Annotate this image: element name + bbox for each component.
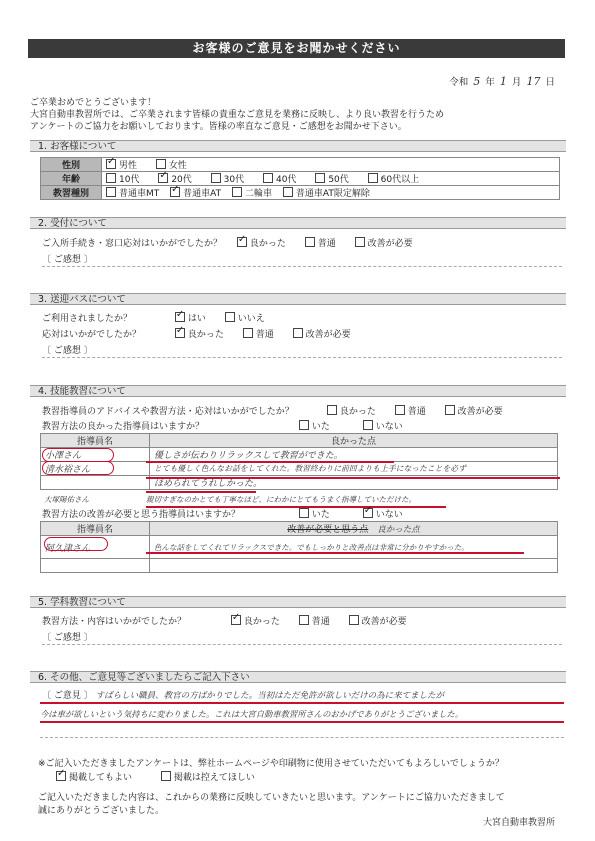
intro-text <box>30 97 570 133</box>
bus-use-row <box>42 311 281 324</box>
checkbox-male[interactable] <box>106 159 116 169</box>
option-label: 普通 <box>255 330 274 340</box>
checkbox-class-good[interactable] <box>231 615 241 625</box>
option-label: 10代 <box>119 175 140 185</box>
checkbox-motorcycle[interactable] <box>232 187 242 197</box>
checkbox-bus-no[interactable] <box>225 312 235 322</box>
option-label: はい <box>187 314 206 324</box>
gender-options <box>102 158 560 172</box>
checkbox-female[interactable] <box>156 159 166 169</box>
date-era: 令和 <box>449 77 469 88</box>
date-line <box>449 74 555 88</box>
publish-options <box>56 770 271 783</box>
option-label: 普通車AT <box>183 189 222 199</box>
option-label: 掲載してもよい <box>69 773 133 783</box>
checkbox-publish-ok[interactable] <box>56 771 66 781</box>
checkbox-age-30s[interactable] <box>211 173 221 183</box>
option-label: 普通車AT限定解除 <box>295 189 370 199</box>
improve-instructor-question: 教習方法の改善が必要と思う指導員はいますか？ <box>42 510 241 520</box>
classroom-question-row <box>42 614 423 627</box>
section4-heading: 4. 技能教習について <box>30 385 566 397</box>
checkbox-bus-good[interactable] <box>175 328 185 338</box>
date-day[interactable]: 17 <box>526 75 541 88</box>
checkbox-age-40s[interactable] <box>263 173 273 183</box>
option-label: 普通 <box>407 407 426 417</box>
reception-question-row <box>42 236 429 249</box>
opinion-block[interactable] <box>42 688 566 701</box>
option-label: 掲載は控えてほしい <box>173 773 255 783</box>
checkbox-class-improve[interactable] <box>349 615 359 625</box>
good-instructor-question: 教習方法の良かった指導員はいますか？ <box>42 422 205 432</box>
option-label: 40代 <box>275 175 297 185</box>
col-good-point: 良かった点 <box>150 434 558 448</box>
option-label: 二輪車 <box>244 189 272 199</box>
checkbox-age-50s[interactable] <box>315 173 325 183</box>
checkbox-mt[interactable] <box>106 187 116 197</box>
checkbox-reception-good[interactable] <box>237 237 247 247</box>
option-label: 普通 <box>311 617 330 627</box>
instructor-name[interactable] <box>41 476 150 490</box>
age-label: 年齢 <box>41 172 102 186</box>
checkbox-bus-yes[interactable] <box>175 312 185 322</box>
publish-question: ※ご記入いただきましたアンケートは、弊社ホームページや印刷物に使用させていただいてもよろしいでしょうか？ <box>38 759 504 769</box>
option-label: いた <box>311 422 330 432</box>
checkbox-skill-improve[interactable] <box>445 405 455 415</box>
option-label: いない <box>375 422 403 432</box>
course-options <box>102 186 560 200</box>
blank-line <box>40 736 564 738</box>
option-label: いない <box>375 510 403 520</box>
checkbox-age-20s[interactable] <box>158 173 168 183</box>
checkbox-improve-inst-no[interactable] <box>363 508 373 518</box>
checkbox-at-limit-release[interactable] <box>283 187 293 197</box>
option-label: 50代 <box>328 175 349 185</box>
option-label: 良かった <box>249 239 286 249</box>
option-label: 20代 <box>171 175 192 185</box>
red-circle-mark <box>44 537 108 551</box>
section3-heading: 3. 送迎バスについて <box>30 293 566 305</box>
option-label: 改善が必要 <box>361 617 407 627</box>
option-label: 女性 <box>168 161 187 171</box>
instructor-name[interactable]: 小澤さん <box>41 448 150 462</box>
course-label: 教習種別 <box>41 186 102 200</box>
reception-comment[interactable] <box>42 252 562 267</box>
checkbox-reception-improve[interactable] <box>355 237 365 247</box>
option-label: いいえ <box>237 314 265 324</box>
date-day-unit: 日 <box>545 77 555 88</box>
improve-point-header: 改善が必要と思う点 <box>287 525 369 535</box>
checkbox-reception-normal[interactable] <box>305 237 315 247</box>
extra-instructor-name[interactable]: 大塚陽佑さん <box>44 495 89 504</box>
date-year-unit: 年 <box>485 77 495 88</box>
company-name: 大宮自動車教習所 <box>482 818 555 828</box>
section1-heading: 1. お客様について <box>30 140 566 152</box>
date-month[interactable]: 1 <box>499 75 507 88</box>
checkbox-bus-normal[interactable] <box>243 328 253 338</box>
bus-use-question: ご利用されましたか？ <box>42 314 133 324</box>
skill-advice-row <box>42 404 519 417</box>
col-improve-point <box>150 522 558 536</box>
option-label: 良かった <box>243 617 280 627</box>
checkbox-at[interactable] <box>170 187 180 197</box>
improve-instructor-row <box>42 507 419 520</box>
red-underline <box>40 721 564 723</box>
improve-instructor-table <box>40 521 558 573</box>
checkbox-bus-improve[interactable] <box>293 328 303 338</box>
red-circle-mark <box>42 448 114 462</box>
option-label: 良かった <box>187 330 224 340</box>
red-circle-mark <box>42 461 114 475</box>
bus-service-row <box>42 327 367 340</box>
date-year[interactable]: 5 <box>473 75 481 88</box>
header-correction: 良かった点 <box>377 525 420 535</box>
opinion-label: 〔 ご意見 〕 <box>42 691 93 701</box>
good-instructor-row <box>42 419 419 432</box>
section5-heading: 5. 学科教習について <box>30 596 566 608</box>
option-label: 改善が必要 <box>305 330 351 340</box>
gender-label: 性別 <box>41 158 102 172</box>
checkbox-good-inst-yes[interactable] <box>299 420 309 430</box>
opinion-line[interactable]: すばらしい職員、教官の方ばかりでした。当初はただ免許が欲しいだけの為に来てましたが <box>95 691 445 701</box>
red-underline <box>146 552 524 554</box>
checkbox-class-normal[interactable] <box>299 615 309 625</box>
checkbox-skill-good[interactable] <box>327 405 337 415</box>
instructor-name[interactable]: 阿久津さん <box>41 536 150 559</box>
red-underline <box>40 702 564 704</box>
customer-info-table <box>40 157 560 200</box>
red-underline <box>146 491 256 493</box>
bus-comment[interactable] <box>42 343 562 358</box>
option-label: 30代 <box>223 175 245 185</box>
option-label: 男性 <box>119 161 138 171</box>
option-label: 普通車MT <box>119 189 160 199</box>
red-underline <box>146 477 560 479</box>
opinion-line[interactable]: 今は車が欲しいという気持ちに変わりました。これは大宮自動車教習所さんのおかげでありがとうございました。 <box>40 709 464 719</box>
option-label: 60代以上 <box>380 175 420 185</box>
option-label: 良かった <box>339 407 376 417</box>
good-point[interactable]: とても優しく色んなお話をしてくれた。教習終わりに前回よりも上手になったことを必ず <box>150 462 558 476</box>
checkbox-good-inst-no[interactable] <box>363 420 373 430</box>
classroom-question: 教習方法・内容はいかがでしたか？ <box>42 617 187 627</box>
skill-advice-question: 教習指導員のアドバイスや教習方法・応対はいかがでしたか？ <box>42 407 294 417</box>
red-underline <box>146 461 394 463</box>
checkbox-improve-inst-yes[interactable] <box>299 508 309 518</box>
date-month-unit: 月 <box>511 77 522 88</box>
intro-line: 大宮自動車教習所では、ご卒業されます皆様の貴重なご意見を業務に反映し、より良い教習を行うため <box>30 110 445 120</box>
good-point[interactable]: 優しさが伝わりリラックスして教習ができた。 <box>150 448 558 462</box>
reception-question: ご入所手続き・窓口応対はいかがでしたか？ <box>42 239 223 249</box>
option-label: いた <box>311 510 330 520</box>
section2-heading: 2. 受付について <box>30 217 566 229</box>
good-point[interactable]: ほめられてうれしかった。 <box>150 476 558 490</box>
col-instructor-name: 指導員名 <box>41 434 150 448</box>
option-label: 普通 <box>317 239 336 249</box>
checkbox-publish-no[interactable] <box>161 771 171 781</box>
comment-label: 〔 ご感想 〕 <box>42 346 93 356</box>
improve-point[interactable]: 色んな話をしてくれてリラックスできた。でもしっかりと改善点は非常に分かりやすかった。 <box>150 536 558 559</box>
extra-instructor-comment[interactable]: 親切すぎなのかとても丁寧なほど、にわかにとてもうまく指導していただけた。 <box>146 495 416 504</box>
thanks-line: ご記入いただきました内容は、これからの業務に反映していきたいと思います。アンケートにご協力いただきまして <box>38 793 505 803</box>
option-label: 改善が必要 <box>367 239 413 249</box>
checkbox-skill-normal[interactable] <box>395 405 405 415</box>
instructor-name[interactable]: 清水裕さん <box>41 462 150 476</box>
intro-line: ご卒業おめでとうございます！ <box>30 98 157 108</box>
classroom-comment[interactable] <box>42 630 562 645</box>
survey-title: お客様のご意見をお聞かせください <box>28 39 565 58</box>
comment-label: 〔 ご感想 〕 <box>42 255 93 265</box>
col-instructor-name: 指導員名 <box>41 522 150 536</box>
checkbox-age-60plus[interactable] <box>368 173 378 183</box>
option-label: 改善が必要 <box>457 407 503 417</box>
comment-label: 〔 ご感想 〕 <box>42 633 93 643</box>
thanks-line: 誠にありがとうございました。 <box>38 806 165 816</box>
section6-heading: 6. その他、ご意見等ございましたらご記入下さい <box>30 671 566 683</box>
checkbox-age-10s[interactable] <box>106 173 116 183</box>
intro-line: アンケートのご協力をお願いしております。皆様の率直なご意見・ご感想をお聞かせ下さい。 <box>30 122 407 132</box>
bus-service-question: 応対はいかがでしたか？ <box>42 330 142 340</box>
